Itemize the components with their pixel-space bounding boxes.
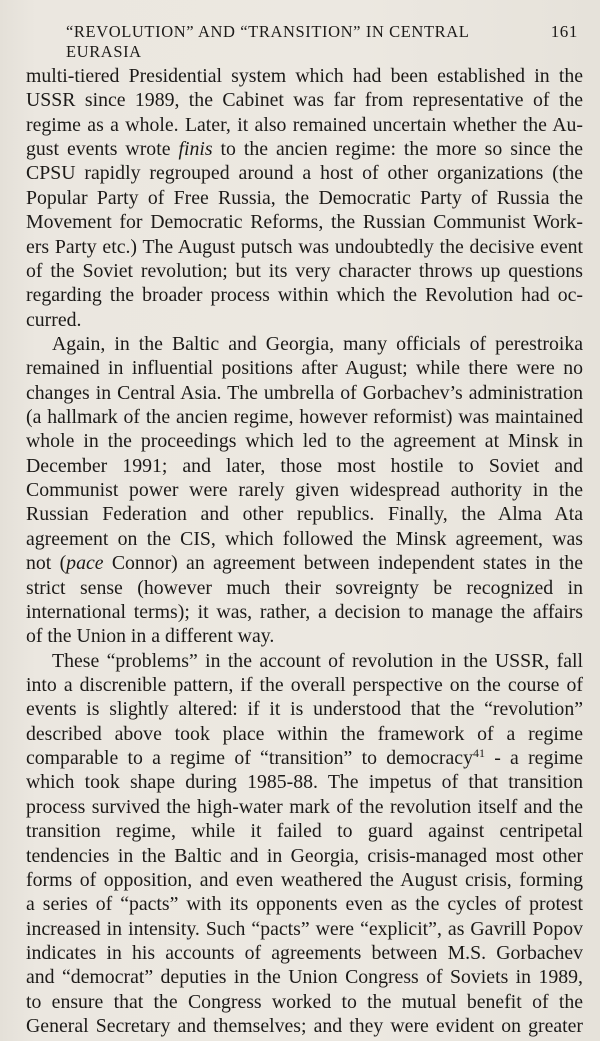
text-segment: indicates in his accounts of agreements between M.S. Gorbachev	[26, 941, 583, 964]
text-line	[26, 429, 583, 453]
text-line	[26, 381, 583, 405]
text-line	[26, 697, 583, 721]
text-segment: Again, in the Baltic and Georgia, many officials of perestroika	[52, 332, 583, 355]
text-segment: gust events wrote	[26, 138, 179, 161]
text-segment: curred.	[26, 308, 82, 331]
text-line	[26, 113, 583, 137]
text-line	[26, 502, 583, 526]
text-segment: tendencies in the Baltic and in Georgia, crisis-managed most other	[26, 844, 583, 867]
text-line	[26, 576, 583, 600]
text-line	[26, 551, 583, 575]
text-segment: Russian Federation and other republics. Finally, the Alma Ata	[26, 503, 583, 526]
text-line	[26, 454, 583, 478]
text-segment: Movement for Democratic Reforms, the Russian Communist Work-	[26, 211, 583, 234]
text-line	[26, 259, 583, 283]
text-segment: whole in the proceedings which led to the agreement at Minsk in	[26, 430, 583, 453]
text-line	[26, 819, 583, 843]
text-segment: described above took place within the framework of a regime	[26, 722, 583, 745]
text-line	[26, 235, 583, 259]
text-segment: process survived the high-water mark of the revolution itself and the	[26, 795, 583, 818]
text-line	[26, 673, 583, 697]
text-segment: CPSU rapidly regrouped around a host of other organizations (the	[26, 162, 583, 185]
text-line	[26, 795, 583, 819]
text-line	[26, 746, 583, 770]
text-line	[26, 917, 583, 941]
text-segment: regarding the broader process within which the Revolution had oc-	[26, 284, 583, 307]
text-segment: USSR since 1989, the Cabinet was far from representative of the	[26, 89, 583, 112]
text-line	[26, 892, 583, 916]
text-segment: agreement on the CIS, which followed the Minsk agreement, was	[26, 527, 583, 550]
text-line	[26, 770, 583, 794]
text-line	[26, 405, 583, 429]
text-segment: Popular Party of Free Russia, the Democratic Party of Russia the	[26, 186, 583, 209]
text-segment: December 1991; and later, those most hostile to Soviet and	[26, 454, 583, 477]
text-line	[26, 600, 583, 624]
text-segment: which took shape during 1985-88. The impetus of that transition	[26, 771, 583, 794]
text-line	[26, 527, 583, 551]
text-segment: - a regime	[484, 747, 583, 770]
italic-term: finis	[178, 138, 213, 161]
text-segment: comparable to a regime of “transition” to democracy	[26, 747, 473, 770]
text-segment: Connor) an agreement between independent states in the	[103, 552, 583, 575]
text-segment: increased in intensity. Such “pacts” were “explicit”, as Gavrill Popov	[26, 917, 583, 940]
text-line	[26, 308, 583, 332]
text-line	[26, 649, 583, 673]
text-segment: (a hallmark of the ancien regime, however reformist) was maintained	[26, 406, 583, 429]
text-segment: forms of opposition, and even weathered the August crisis, forming	[26, 868, 583, 891]
text-segment: These “problems” in the account of revolution in the USSR, fall	[52, 649, 583, 672]
text-segment: into a discrenible pattern, if the overall perspective on the course of	[26, 673, 583, 696]
text-line	[26, 283, 583, 307]
text-line	[26, 88, 583, 112]
text-segment: changes in Central Asia. The umbrella of Gorbachev’s administration	[26, 381, 583, 404]
footnote-ref: 41	[472, 746, 485, 761]
text-segment: remained in influential positions after August; while there were no	[26, 357, 583, 380]
text-segment: regime as a whole. Later, it also remained uncertain whether the Au-	[26, 113, 583, 136]
page-number: 161	[550, 22, 578, 41]
text-segment: strict sense (however much their sovreignty be recognized in	[26, 576, 583, 599]
text-segment: of the Union in a different way.	[26, 625, 275, 648]
text-segment: General Secretary and themselves; and they were evident on greater	[26, 1015, 583, 1038]
text-line	[26, 210, 583, 234]
body-text	[26, 64, 583, 1038]
text-line	[26, 1014, 583, 1038]
text-segment: international terms); it was, rather, a decision to manage the affairs	[26, 600, 583, 623]
text-line	[26, 478, 583, 502]
italic-term: pace	[66, 552, 104, 575]
text-line	[26, 64, 583, 88]
text-line	[26, 990, 583, 1014]
text-line	[26, 137, 583, 161]
text-line	[26, 332, 583, 356]
text-line	[26, 722, 583, 746]
text-line	[26, 965, 583, 989]
text-segment: transition regime, while it failed to guard against centripetal	[26, 820, 583, 843]
text-segment: and “democrat” deputies in the Union Congress of Soviets in 1989,	[26, 966, 583, 989]
text-line	[26, 844, 583, 868]
text-line	[26, 161, 583, 185]
text-segment: ers Party etc.) The August putsch was undoubtedly the decisive event	[26, 235, 583, 258]
text-segment: Communist power were rarely given widespread authority in the	[26, 479, 583, 502]
text-line	[26, 356, 583, 380]
text-segment: events is slightly altered: if it is understood that the “revolution”	[26, 698, 583, 721]
text-segment: to the ancien regime: the more so since the	[212, 138, 583, 161]
text-segment: to ensure that the Congress worked to the mutual benefit of the	[26, 990, 583, 1013]
text-line	[26, 186, 583, 210]
text-line	[26, 624, 583, 648]
text-line	[26, 868, 583, 892]
text-line	[26, 941, 583, 965]
text-segment: a series of “pacts” with its opponents even as the cycles of protest	[26, 893, 583, 916]
text-segment: not (	[26, 552, 67, 575]
text-segment: multi-tiered Presidential system which had been established in the	[26, 65, 583, 87]
text-segment: of the Soviet revolution; but its very character throws up questions	[26, 259, 583, 282]
page-header	[66, 22, 578, 61]
running-head: “REVOLUTION” AND “TRANSITION” IN CENTRAL EURASIA	[66, 22, 469, 61]
